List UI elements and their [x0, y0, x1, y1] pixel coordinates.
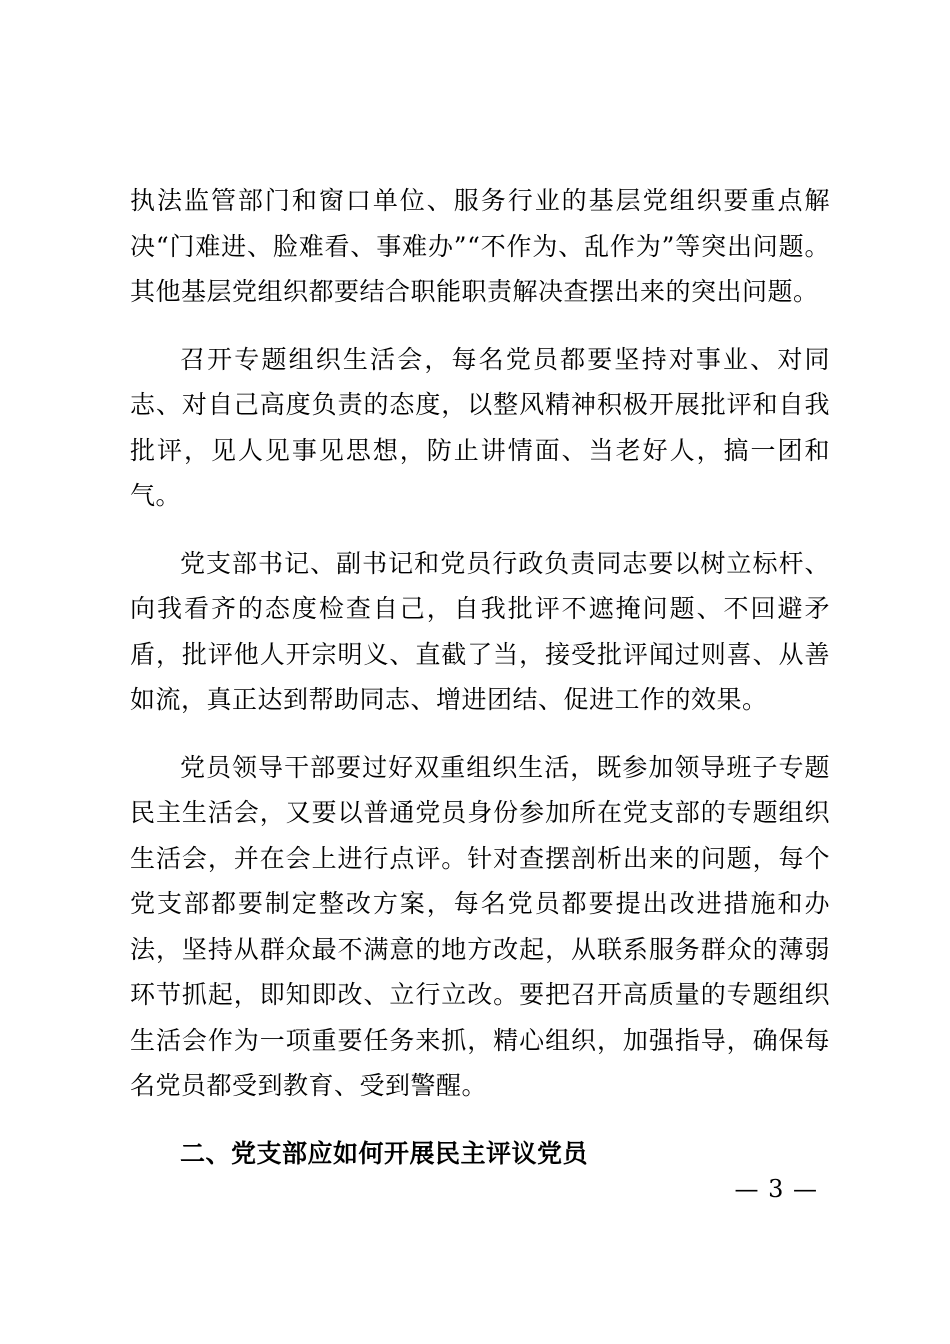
page-number: — 3 — [734, 1175, 818, 1203]
section-heading: 二、党支部应如何开展民主评议党员 [180, 1138, 589, 1168]
paragraph-continuation: 执法监管部门和窗口单位、服务行业的基层党组织要重点解决“门难进、脸难看、事难办”“不作为、乱作为”等突出问题。其他基层党组织都要结合职能职责解决查摆出来的突出问题。 [130, 186, 830, 306]
paragraph-leading-cadres: 党员领导干部要过好双重组织生活，既参加领导班子专题民主生活会，又要以普通党员身份参加所在党支部的专题组织生活会，并在会上进行点评。针对查摆剖析出来的问题，每个党支部都要制定整改方案，每名党员都要提出改进措施和办法，坚持从群众最不满意的地方改起，从联系服务群众的薄弱环节抓起，即知即改、立行立改。要把召开高质量的专题组织生活会作为一项重要任务来抓，精心组织，加强指导，确保每名党员都受到教育、受到警醒。 [130, 752, 830, 1100]
paragraph-branch-secretary: 党支部书记、副书记和党员行政负责同志要以树立标杆、向我看齐的态度检查自己，自我批评不遮掩问题、不回避矛盾，批评他人开宗明义、直截了当，接受批评闻过则喜、从善如流，真正达到帮助同志、增进团结、促进工作的效果。 [130, 548, 830, 714]
document-body [130, 178, 830, 1176]
paragraph-organization-meeting: 召开专题组织生活会，每名党员都要坚持对事业、对同志、对自己高度负责的态度，以整风精神积极开展批评和自我批评，见人见事见思想，防止讲情面、当老好人，搞一团和气。 [130, 344, 830, 510]
